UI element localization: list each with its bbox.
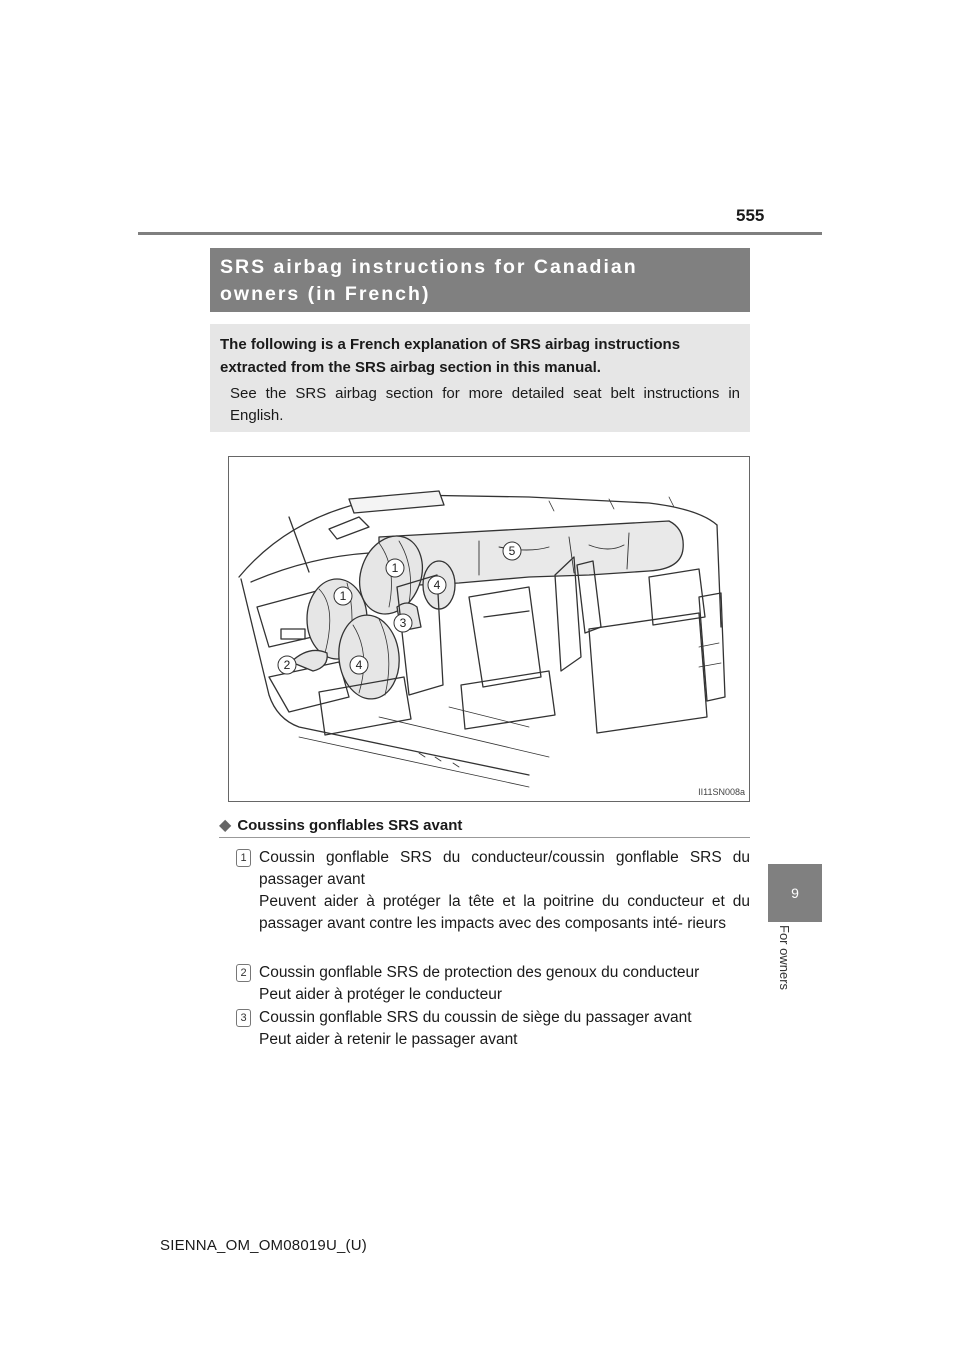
section-title	[210, 248, 750, 312]
figure-code: II11SN008a	[698, 787, 745, 797]
callout-1-driver: 1	[339, 589, 347, 603]
header-rule	[138, 232, 822, 235]
item-description: Peuvent aider à protéger la tête et la poitrine du conducteur et du passager avant contre les impacts avec des composants inté- rieurs	[259, 893, 750, 932]
list-item	[236, 847, 750, 935]
callout-5-curtain: 5	[508, 544, 516, 558]
item-description: Peut aider à retenir le passager avant	[259, 1031, 518, 1048]
manual-code: SIENNA_OM_OM08019U_(U)	[160, 1237, 367, 1254]
subsection-heading	[219, 815, 750, 838]
diamond-bullet-icon: ◆	[219, 817, 232, 834]
callout-2-knee: 2	[283, 658, 291, 672]
callout-3-seat-cushion: 3	[399, 616, 407, 630]
intro-box	[210, 324, 750, 432]
item-number-badge: 2	[236, 964, 251, 982]
list-item	[236, 962, 750, 1006]
page-number: 555	[736, 206, 765, 225]
item-number-badge: 1	[236, 849, 251, 867]
item-title: Coussin gonflable SRS du coussin de siège du passager avant	[259, 1009, 692, 1026]
callout-4-upper: 4	[433, 578, 441, 592]
item-title: Coussin gonflable SRS de protection des genoux du conducteur	[259, 964, 700, 981]
chapter-label: For owners	[777, 925, 792, 991]
subsection-title: Coussins gonflables SRS avant	[237, 817, 463, 834]
item-description: Peut aider à protéger le conducteur	[259, 986, 502, 1003]
intro-text: The following is a French explanation of SRS airbag instructions extracted from the SRS airbag section in this manual.	[220, 336, 681, 376]
callout-labels	[229, 457, 750, 802]
list-item	[236, 1007, 750, 1051]
item-title: Coussin gonflable SRS du conducteur/coussin gonflable SRS du passager avant	[259, 849, 750, 888]
intro-note: See the SRS airbag section for more detailed seat belt instructions in English.	[230, 385, 740, 424]
airbag-illustration	[228, 456, 750, 802]
chapter-tab[interactable]: 9	[768, 864, 822, 922]
section-title-line-1: SRS airbag instructions for Canadian	[220, 256, 638, 278]
callout-4-lower: 4	[355, 658, 363, 672]
section-title-line-2: owners (in French)	[220, 283, 431, 305]
callout-1-passenger: 1	[391, 561, 399, 575]
item-number-badge: 3	[236, 1009, 251, 1027]
